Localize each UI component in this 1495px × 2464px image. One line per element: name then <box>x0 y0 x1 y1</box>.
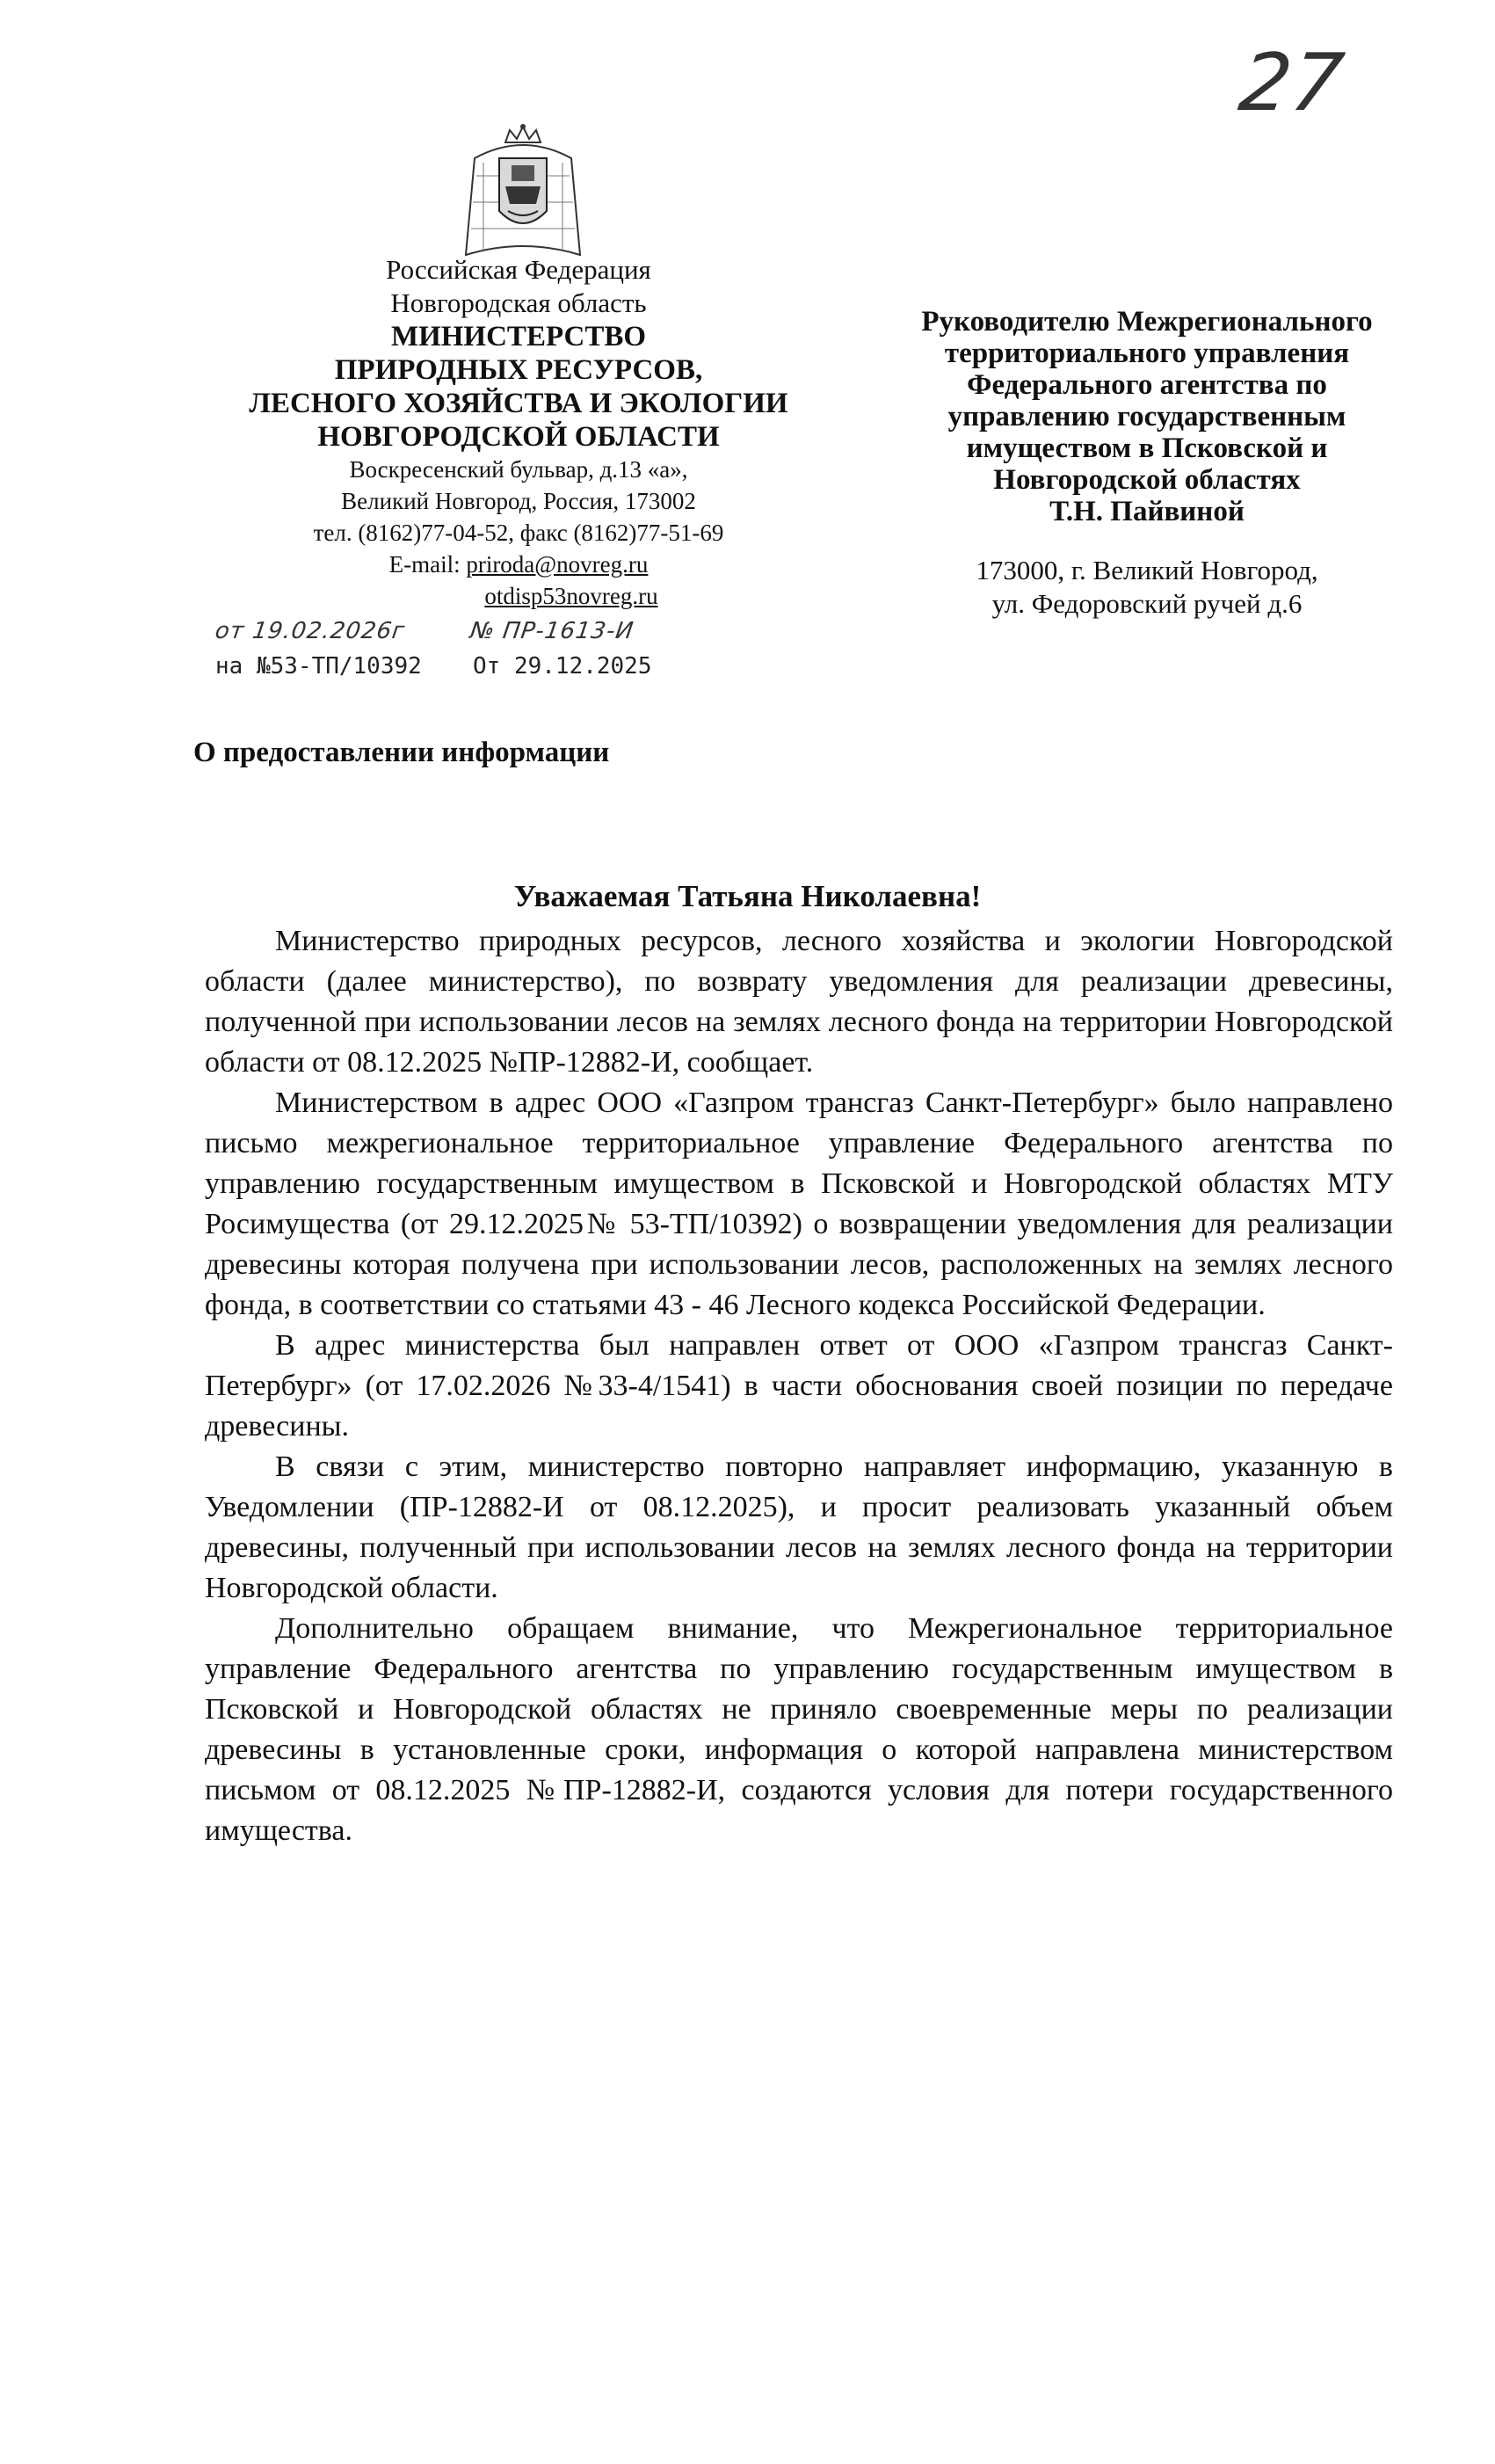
addressee-line6: Новгородской областях <box>993 464 1301 496</box>
reference-date: От 29.12.2025 <box>473 653 652 680</box>
letter-body <box>205 921 1393 1851</box>
region-name: Новгородская область <box>390 287 647 318</box>
email-label: E-mail: <box>388 551 467 578</box>
addressee-address1: 173000, г. Великий Новгород, <box>976 555 1318 585</box>
org-name-line2: ПРИРОДНЫХ РЕСУРСОВ, <box>334 354 703 386</box>
reference-number: на №53-ТП/10392 <box>215 653 422 680</box>
body-paragraph-5: Дополнительно обращаем внимание, что Межрегиональное территориальное управление Федерального агентства по управлению государственным имуществом в Псковской и Новгородской областях не приняло своевременные меры по реализации древесины в установленные сроки, информация о которой направлена министерством письмом от 08.12.2025 №ПР-12882-И, создаются условия для потери государственного имущества. <box>205 1612 1393 1847</box>
addressee-line5: имуществом в Псковской и <box>966 432 1328 464</box>
email2-link[interactable]: otdisp53novreg.ru <box>484 583 658 609</box>
outgoing-date: от 19.02.2026г <box>213 618 407 644</box>
addressee-line3: Федерального агентства по <box>967 369 1327 401</box>
body-paragraph-1: Министерство природных ресурсов, лесного хозяйства и экологии Новгородской области (далее министерство), по возврату уведомления для реализации древесины, полученной при использовании лесов на землях лесного фонда на территории Новгородской области от 08.12.2025 №ПР-12882-И, сообщает. <box>205 925 1393 1079</box>
letterhead <box>176 253 861 612</box>
org-phone: тел. (8162)77-04-52, факс (8162)77-51-69 <box>313 520 724 546</box>
org-address-line2: Великий Новгород, Россия, 173002 <box>341 488 696 514</box>
addressee-block <box>857 306 1437 621</box>
outgoing-number: № ПР-1613-И <box>468 618 636 644</box>
org-name-line4: НОВГОРОДСКОЙ ОБЛАСТИ <box>317 421 720 453</box>
org-name-line3: ЛЕСНОГО ХОЗЯЙСТВА И ЭКОЛОГИИ <box>249 388 788 419</box>
addressee-name: Т.Н. Пайвиной <box>1049 496 1245 527</box>
salutation: Уважаемая Татьяна Николаевна! <box>513 879 982 913</box>
addressee-line4: управлению государственным <box>947 401 1346 432</box>
body-paragraph-4: В связи с этим, министерство повторно направляет информацию, указанную в Уведомлении (ПР-12882-И от 08.12.2025), и просит реализовать указанный объем древесины, полученный при использовании лесов на землях лесного фонда на территории Новгородской области. <box>205 1450 1393 1604</box>
org-email-row <box>176 549 861 580</box>
org-address-line1: Воскресенский бульвар, д.13 «а», <box>349 456 688 483</box>
org-name-line1: МИНИСТЕРСТВО <box>390 321 647 353</box>
addressee-line1: Руководителю Межрегионального <box>921 306 1373 338</box>
addressee-address2: ул. Федоровский ручей д.6 <box>991 588 1303 619</box>
body-paragraph-3: В адрес министерства был направлен ответ от ООО «Газпром трансгаз Санкт-Петербург» (от 17.02.2026 №33-4/1541) в части обоснования своей позиции по передаче древесины. <box>205 1329 1393 1443</box>
addressee-line2: территориального управления <box>944 338 1350 369</box>
corner-mark: 27 <box>1234 37 1350 129</box>
org-email2-row <box>176 580 861 612</box>
coat-of-arms-icon <box>457 123 589 264</box>
country-name: Российская Федерация <box>386 254 651 285</box>
body-paragraph-2: Министерством в адрес ООО «Газпром трансгаз Санкт-Петербург» было направлено письмо межрегиональное территориальное управление Федерального агентства по управлению государственным имуществом в Псковской и Новгородской областях МТУ Росимущества (от 29.12.2025№ 53-ТП/10392) о возвращении уведомления для реализации древесины которая получена при использовании лесов, расположенных на землях лесного фонда, в соответствии со статьями 43 - 46 Лесного кодекса Российской Федерации. <box>205 1087 1393 1321</box>
letter-subject: О предоставлении информации <box>193 737 610 768</box>
email-link[interactable]: priroda@novreg.ru <box>466 551 649 578</box>
